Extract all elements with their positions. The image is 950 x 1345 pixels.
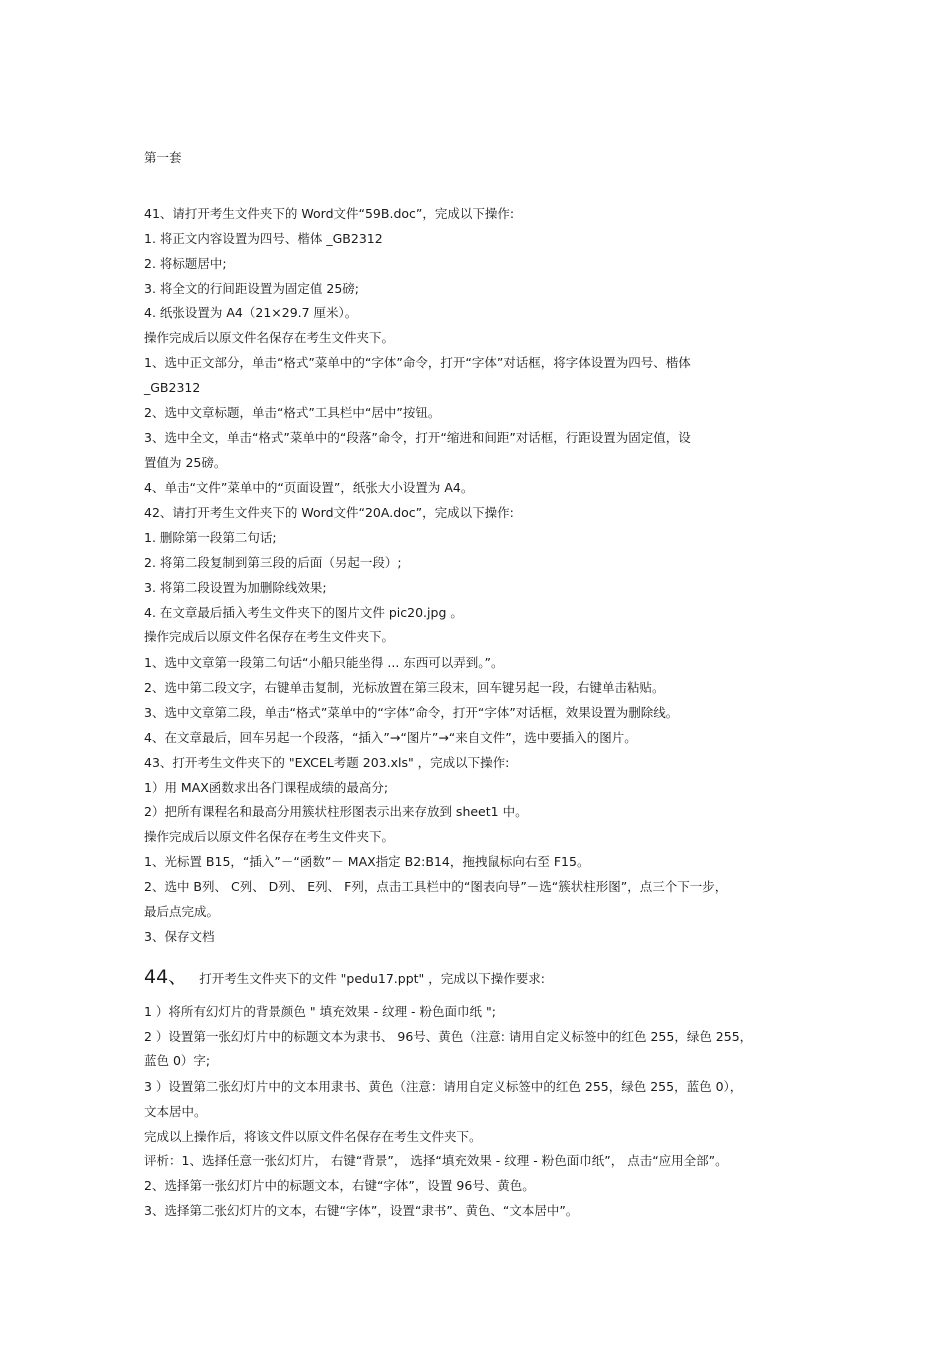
q41-step-2: 2、选中文章标题，单击“格式”工具栏中“居中”按钮。: [144, 405, 441, 420]
q42-step-2: 2、选中第二段文字，右键单击复制，光标放置在第三段末，回车键另起一段，右键单击粘贴。: [144, 680, 665, 695]
q44-header-line: [144, 965, 824, 991]
q44-header: 打开考生文件夹下的文件 "pedu17.ppt" ，完成以下操作要求:: [199, 971, 545, 986]
q41-save-note: 操作完成后以原文件名保存在考生文件夹下。: [144, 330, 395, 345]
q41-header: 41、请打开考生文件夹下的 Word文件“59B.doc”，完成以下操作:: [144, 206, 515, 221]
q42-step-1: 1、选中文章第一段第二句话“小船只能坐得 ... 东西可以弄到。”。: [144, 655, 504, 670]
q42-task-1: 1. 删除第一段第二句话;: [144, 530, 277, 545]
q41-step-3: 3、选中全文，单击“格式”菜单中的“段落”命令，打开“缩进和间距”对话框，行距设置为固定值，设: [144, 430, 691, 445]
q41-task-3: 3. 将全文的行间距设置为固定值 25磅;: [144, 281, 359, 296]
q43-step-2: 2、选中 B列、 C列、 D列、 E列、 F列，点击工具栏中的“图表向导”－选“簇状柱形图”，点三个下一步，: [144, 879, 728, 894]
q42-task-2: 2. 将第二段复制到第三段的后面（另起一段）;: [144, 555, 402, 570]
q42-step-4: 4、在文章最后，回车另起一个段落，“插入”→“图片”→“来自文件”，选中要插入的图片。: [144, 730, 637, 745]
q43-task-1: 1）用 MAX函数求出各门课程成绩的最高分;: [144, 780, 389, 795]
q41-task-1: 1. 将正文内容设置为四号、楷体 _GB2312: [144, 231, 383, 246]
q43-step-2-cont: 最后点完成。: [144, 904, 220, 919]
q44-number: 44、: [144, 966, 188, 988]
q42-task-4: 4. 在文章最后插入考生文件夹下的图片文件 pic20.jpg 。: [144, 605, 463, 620]
q43-step-1: 1、光标置 B15，“插入”－“函数”－ MAX指定 B2:B14，拖拽鼠标向右至 F15。: [144, 854, 590, 869]
q41-step-1: 1、选中正文部分，单击“格式”菜单中的“字体”命令，打开“字体”对话框，将字体设置为四号、楷体: [144, 355, 691, 370]
q43-header: 43、打开考生文件夹下的 "EXCEL考题 203.xls" ，完成以下操作:: [144, 755, 510, 770]
q41-task-2: 2. 将标题居中;: [144, 256, 227, 271]
q44-task-1: 1 ）将所有幻灯片的背景颜色 " 填充效果 - 纹理 - 粉色面巾纸 ";: [144, 1004, 496, 1019]
q44-task-2: 2 ）设置第一张幻灯片中的标题文本为隶书、 96号、黄色（注意: 请用自定义标签中的红色 255，绿色 255，: [144, 1029, 753, 1044]
q42-task-3: 3. 将第二段设置为加删除线效果;: [144, 580, 327, 595]
q44-save-note: 完成以上操作后，将该文件以原文件名保存在考生文件夹下。: [144, 1129, 482, 1144]
q44-task-3: 3 ）设置第二张幻灯片中的文本用隶书、黄色（注意：请用自定义标签中的红色 255，绿色 255，蓝色 0），: [144, 1079, 743, 1094]
q43-task-2: 2）把所有课程名和最高分用簇状柱形图表示出来存放到 sheet1 中。: [144, 804, 528, 819]
q41-step-4: 4、单击“文件”菜单中的“页面设置”，纸张大小设置为 A4。: [144, 480, 474, 495]
q42-header: 42、请打开考生文件夹下的 Word文件“20A.doc”，完成以下操作:: [144, 505, 514, 520]
q41-step-1-cont: _GB2312: [144, 380, 201, 395]
q43-save-note: 操作完成后以原文件名保存在考生文件夹下。: [144, 829, 395, 844]
q44-step-1: 评析：1、选择任意一张幻灯片， 右键“背景”， 选择“填充效果 - 纹理 - 粉色面巾纸”， 点击“应用全部”。: [144, 1153, 728, 1168]
set-title: 第一套: [144, 150, 182, 165]
q44-task-2-cont: 蓝色 0）字;: [144, 1053, 211, 1068]
q43-step-3: 3、保存文档: [144, 929, 215, 944]
q41-step-3-cont: 置值为 25磅。: [144, 455, 227, 470]
q44-task-3-cont: 文本居中。: [144, 1104, 207, 1119]
q42-save-note: 操作完成后以原文件名保存在考生文件夹下。: [144, 629, 395, 644]
q44-step-3: 3、选择第二张幻灯片的文本，右键“字体”，设置“隶书”、黄色、“文本居中”。: [144, 1203, 579, 1218]
q42-step-3: 3、选中文章第二段，单击“格式”菜单中的“字体”命令，打开“字体”对话框，效果设置为删除线。: [144, 705, 679, 720]
q41-task-4: 4. 纸张设置为 A4（21×29.7 厘米）。: [144, 305, 358, 320]
q44-step-2: 2、选择第一张幻灯片中的标题文本，右键“字体”，设置 96号、黄色。: [144, 1178, 535, 1193]
